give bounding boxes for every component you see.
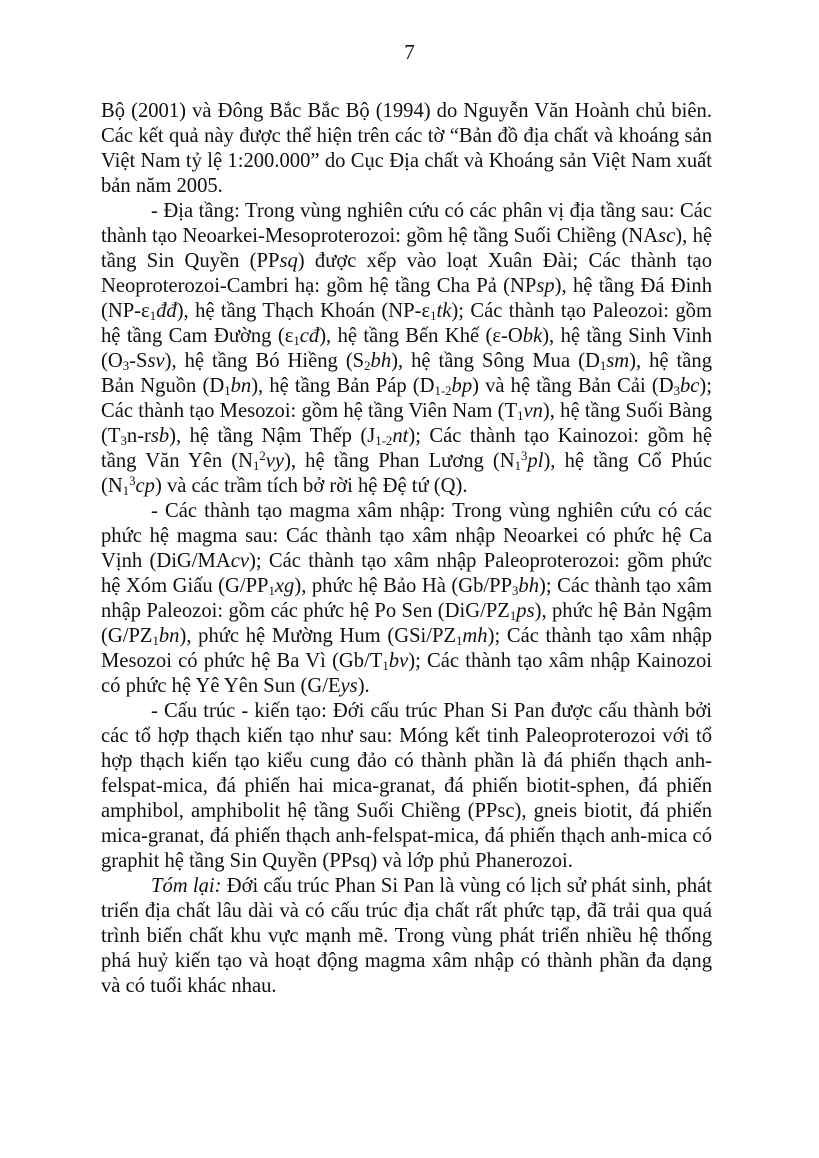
paragraph-summary: Tóm lại: Đới cấu trúc Phan Si Pan là vùng có lịch sử phát sinh, phát triển địa chất lâu dài và có cấu trúc địa chất rất phức tạp, đã trải qua quá trình biến chất khu vực mạnh mẽ. Trong vùng phát triển nhiều hệ thống phá huỷ kiến tạo và hoạt động magma xâm nhập có thành phần đa dạng và có tuổi khác nhau. — [101, 875, 713, 997]
paragraph-structure-tectonics: - Cấu trúc - kiến tạo: Đới cấu trúc Phan Si Pan được cấu thành bởi các tổ hợp thạch kiến tạo như sau: Móng kết tinh Paleoproterozoi với tổ hợp thạch kiến tạo kiểu cung đảo có thành phần là đá phiến thạch anh-felspat-mica, đá phiến hai mica-granat, đá phiến biotit-sphen, đá phiến amphibol, amphibolit hệ tầng Suối Chiềng (PPsc), gneis biotit, đá phiến mica-granat, đá phiến thạch anh-felspat-mica, đá phiến thạch anh-mica có graphit hệ tầng Sin Quyền (PPsq) và lớp phủ Phanerozoi. — [101, 700, 712, 872]
summary-lead: Tóm lại: — [151, 875, 222, 897]
body-text — [101, 99, 712, 999]
page-number: 7 — [404, 40, 415, 64]
paragraph-magma: - Các thành tạo magma xâm nhập: Trong vùng nghiên cứu có các phức hệ magma sau: Các thành tạo xâm nhập Neoarkei có phức hệ Ca Vịnh (DiG/MAcv); Các thành tạo xâm nhập Paleoproterozoi: gồm phức hệ Xóm Giấu $(G/PP_1xg)$, phức hệ Bảo Hà $(Gb/PP_3bh)$; Các thành tạo xâm nhập Paleozoi: gồm các phức hệ Po Sen $(DiG/PZ_1ps)$, phức hệ Bản Ngậm $(G/PZ_1bn)$, phức hệ Mường Hum $(GSi/PZ_1mh)$; Các thành tạo xâm nhập Mesozoi có phức hệ Ba Vì $(Gb/T_1bv)$; Các thành tạo xâm nhập Kainozoi có phức hệ Yê Yên Sun (G/Eys). — [101, 500, 712, 697]
paragraph-intro-continuation: Bộ (2001) và Đông Bắc Bắc Bộ (1994) do Nguyễn Văn Hoành chủ biên. Các kết quả này được thể hiện trên các tờ “Bản đồ địa chất và khoáng sản Việt Nam tỷ lệ 1:200.000” do Cục Địa chất và Khoáng sản Việt Nam xuất bản năm 2005. — [101, 100, 712, 197]
paragraph-stratigraphy: - Địa tầng: Trong vùng nghiên cứu có các phân vị địa tầng sau: Các thành tạo Neoarkei-Mesoproterozoi: gồm hệ tầng Suối Chiềng (NAsc), hệ tầng Sin Quyền (PPsq) được xếp vào loạt Xuân Đài; Các thành tạo Neoproterozoi-Cambri hạ: gồm hệ tầng Cha Pả (NPsp), hệ tầng Đá Đinh $(NP-\varepsilon_1đđ)$, hệ tầng Thạch Khoán $(NP-\varepsilon_1tk)$; Các thành tạo Paleozoi: gồm hệ tầng Cam Đường $(\varepsilon_1cđ)$, hệ tầng Bến Khế (ε-Obk), hệ tầng Sinh Vinh $(O_3-Ssv)$, hệ tầng Bó Hiềng $(S_2bh)$, hệ tầng Sông Mua $(D_1sm)$, hệ tầng Bản Nguồn $(D_1bn)$, hệ tầng Bản Páp $(D_{1-2}bp)$ và hệ tầng Bản Cải $(D_3bc)$; Các thành tạo Mesozoi: gồm hệ tầng Viên Nam $(T_1vn)$, hệ tầng Suối Bàng $(T_3n-rsb)$, hệ tầng Nậm Thếp $(J_{1-2}nt)$; Các thành tạo Kainozoi: gồm hệ tầng Văn Yên $(N_1^2vy)$, hệ tầng Phan Lương $(N_1^3pl)$, hệ tầng Cổ Phúc $(N_1^3cp)$ và các trầm tích bở rời hệ Đệ tứ (Q). — [101, 200, 713, 499]
